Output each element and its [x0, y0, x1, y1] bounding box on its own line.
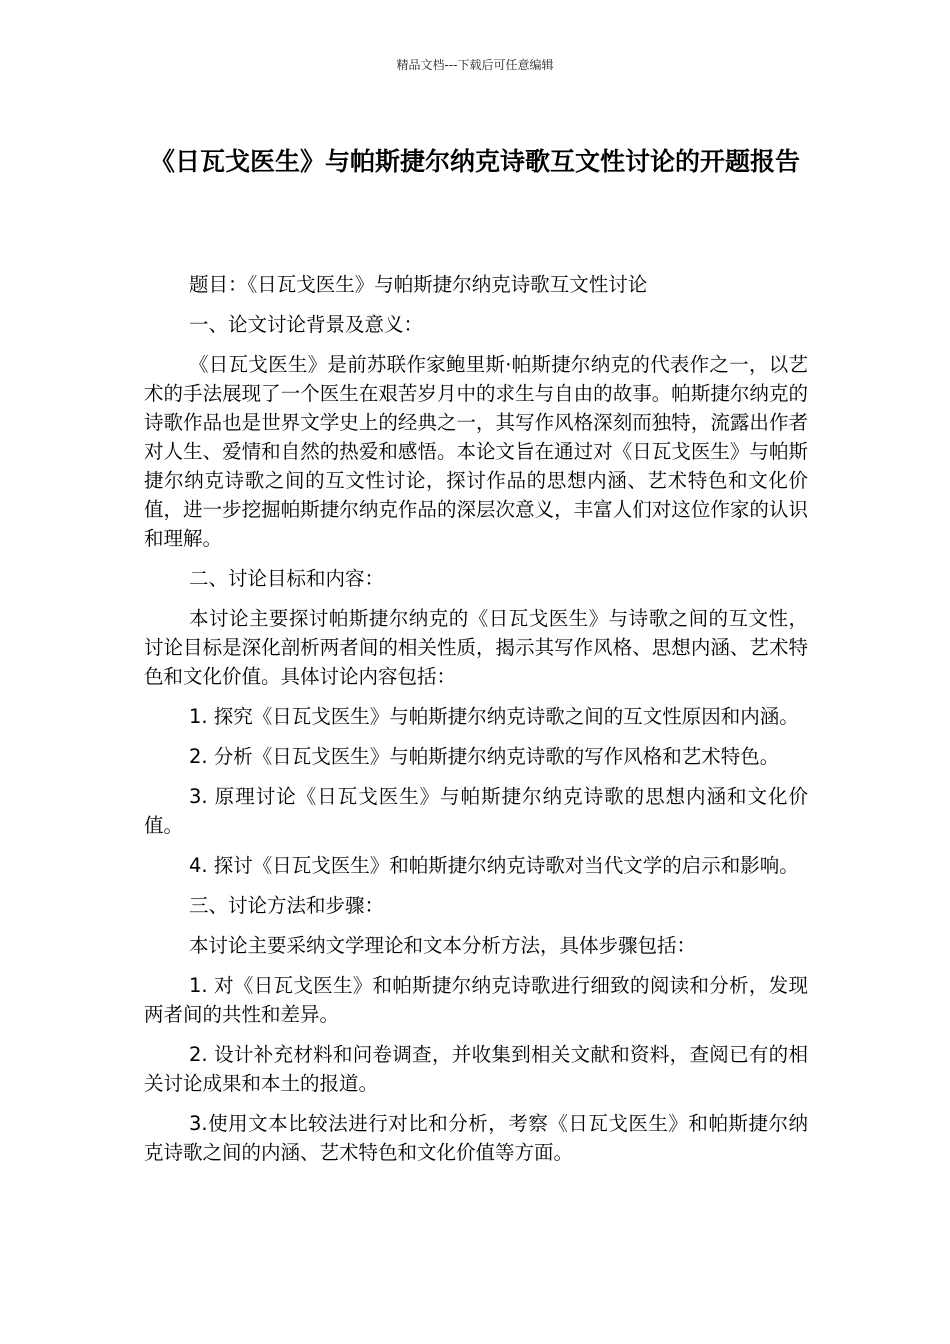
- goals-paragraph: 本讨论主要探讨帕斯捷尔纳克的《日瓦戈医生》与诗歌之间的互文性，讨论目标是深化剖析两者间的相关性质，揭示其写作风格、思想内涵、艺术特色和文化价值。具体讨论内容包括：: [144, 607, 808, 688]
- section-heading-methods: 三、讨论方法和步骤：: [189, 894, 385, 917]
- section-heading-goals: 二、讨论目标和内容：: [189, 567, 385, 590]
- topic-line: 题目：《日瓦戈医生》与帕斯捷尔纳克诗歌互文性讨论: [189, 273, 648, 296]
- methods-paragraph: 本讨论主要采纳文学理论和文本分析方法，具体步骤包括：: [189, 934, 697, 957]
- document-body: [144, 270, 808, 1178]
- goal-item-3: 3. 原理讨论《日瓦戈医生》与帕斯捷尔纳克诗歌的思想内涵和文化价值。: [144, 785, 808, 837]
- method-step-2: 2. 设计补充材料和问卷调查，并收集到相关文献和资料，查阅已有的相关讨论成果和本土的报道。: [144, 1043, 808, 1095]
- method-step-1: 1. 对《日瓦戈医生》和帕斯捷尔纳克诗歌进行细致的阅读和分析，发现两者间的共性和差异。: [144, 974, 808, 1026]
- header-note: 精品文档---下载后可任意编辑: [396, 58, 554, 72]
- method-step-3: 3.使用文本比较法进行对比和分析，考察《日瓦戈医生》和帕斯捷尔纳克诗歌之间的内涵、艺术特色和文化价值等方面。: [144, 1112, 808, 1164]
- background-paragraph: 《日瓦戈医生》是前苏联作家鲍里斯·帕斯捷尔纳克的代表作之一，以艺术的手法展现了一个医生在艰苦岁月中的求生与自由的故事。帕斯捷尔纳克的诗歌作品也是世界文学史上的经典之一，其写作风格深刻而独特，流露出作者对人生、爱情和自然的热爱和感悟。本论文旨在通过对《日瓦戈医生》与帕斯捷尔纳克诗歌之间的互文性讨论，探讨作品的思想内涵、艺术特色和文化价值，进一步挖掘帕斯捷尔纳克作品的深层次意义，丰富人们对这位作家的认识和理解。: [144, 353, 808, 550]
- section-heading-background: 一、论文讨论背景及意义：: [189, 313, 424, 336]
- document-title: 《日瓦戈医生》与帕斯捷尔纳克诗歌互文性讨论的开题报告: [149, 147, 800, 176]
- goal-item-4: 4. 探讨《日瓦戈医生》和帕斯捷尔纳克诗歌对当代文学的启示和影响。: [189, 854, 799, 877]
- goal-item-1: 1. 探究《日瓦戈医生》与帕斯捷尔纳克诗歌之间的互文性原因和内涵。: [189, 705, 799, 728]
- goal-item-2: 2. 分析《日瓦戈医生》与帕斯捷尔纳克诗歌的写作风格和艺术特色。: [189, 745, 780, 768]
